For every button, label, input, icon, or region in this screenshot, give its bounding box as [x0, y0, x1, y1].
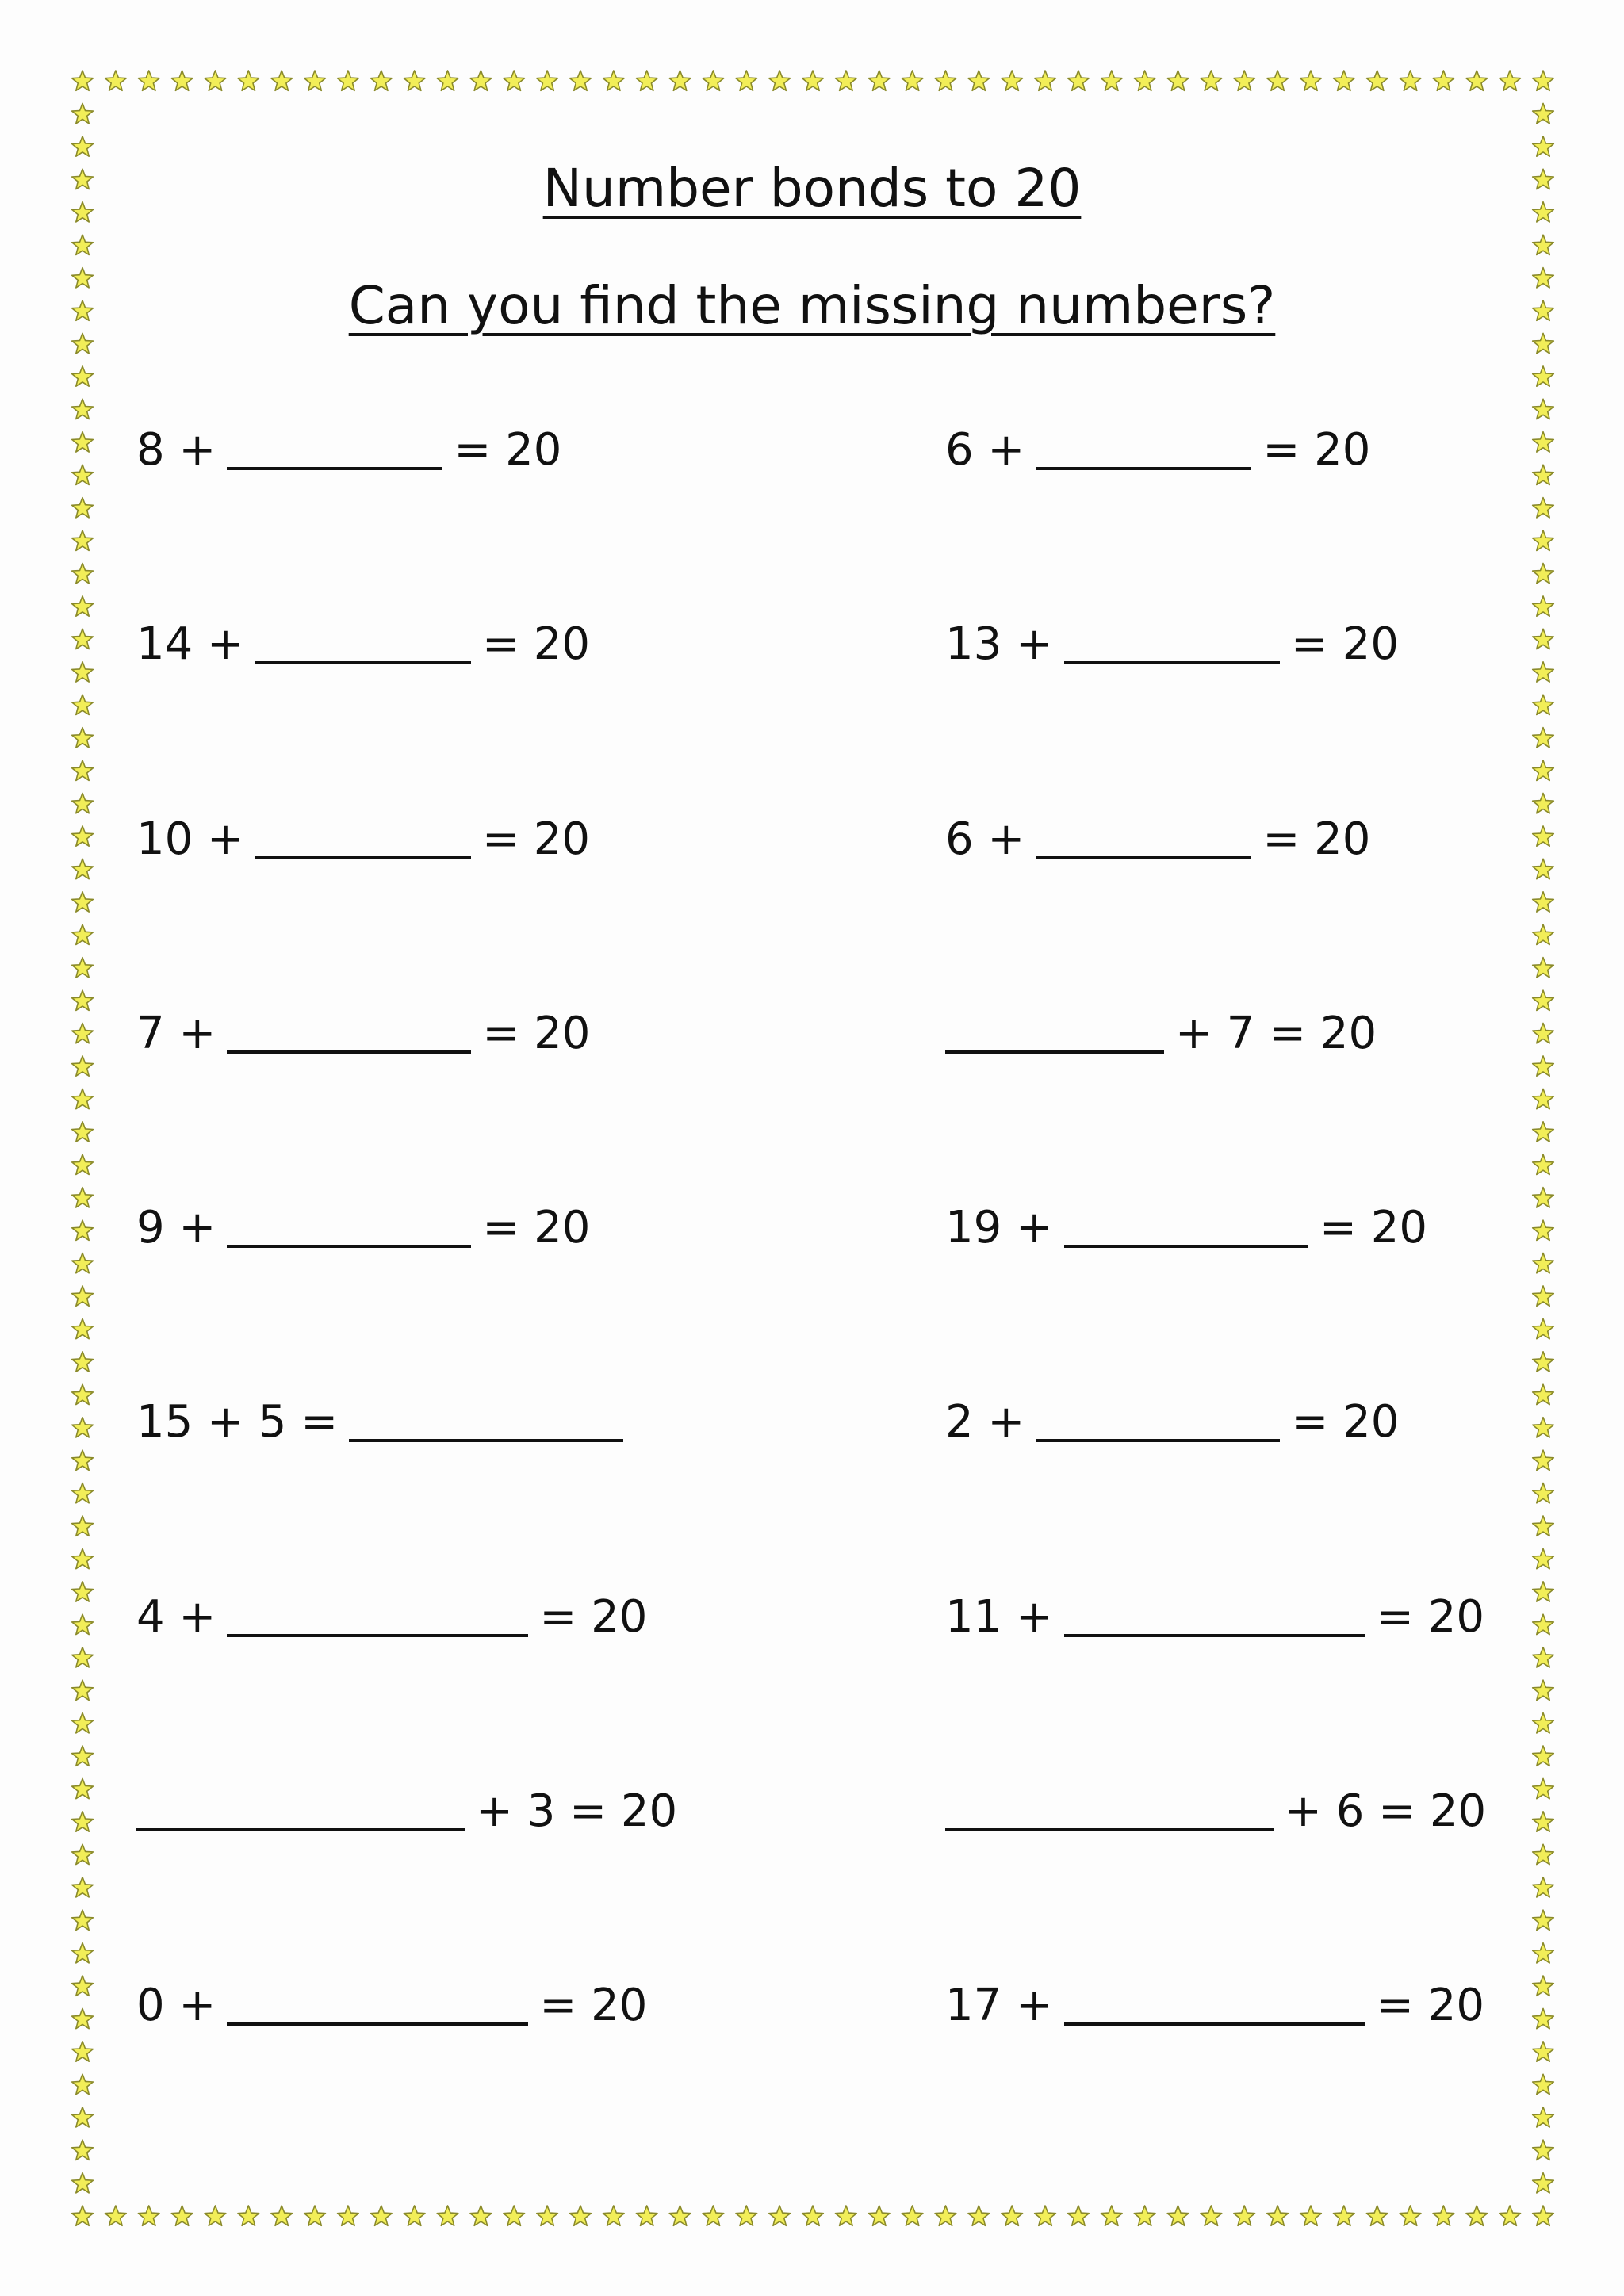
- star-icon: [769, 2206, 791, 2225]
- question-suffix: + 6 = 20: [1285, 1785, 1487, 1837]
- star-icon: [72, 1614, 94, 1634]
- star-icon: [636, 71, 657, 90]
- star-icon: [72, 990, 94, 1010]
- star-icon: [72, 366, 94, 386]
- star-icon: [1433, 2206, 1454, 2225]
- star-icon: [72, 728, 94, 748]
- star-icon: [1533, 1056, 1554, 1076]
- star-icon: [1533, 1089, 1554, 1108]
- question-18: [945, 1978, 1484, 2034]
- star-icon: [72, 1483, 94, 1503]
- star-icon: [72, 1976, 94, 1996]
- star-icon: [703, 71, 724, 90]
- star-icon: [1334, 71, 1355, 90]
- star-icon: [72, 1220, 94, 1240]
- star-icon: [1035, 2206, 1056, 2225]
- page-subtitle: Can you find the missing numbers?: [348, 275, 1276, 336]
- star-icon: [72, 1548, 94, 1568]
- question-3: [136, 617, 590, 672]
- star-icon: [72, 924, 94, 944]
- star-icon: [1533, 1778, 1554, 1798]
- star-icon: [338, 2206, 359, 2225]
- star-icon: [72, 1089, 94, 1108]
- star-icon: [968, 71, 990, 90]
- star-icon: [1533, 1680, 1554, 1700]
- question-prefix: 19 +: [945, 1202, 1053, 1253]
- star-icon: [1366, 2206, 1388, 2225]
- star-icon: [636, 2206, 657, 2225]
- star-icon: [72, 2107, 94, 2127]
- star-icon: [669, 71, 691, 90]
- star-icon: [1234, 2206, 1255, 2225]
- star-icon: [703, 2206, 724, 2225]
- star-icon: [1533, 892, 1554, 912]
- star-icon: [1167, 71, 1189, 90]
- answer-blank[interactable]: [136, 1828, 465, 1831]
- star-icon: [72, 2140, 94, 2160]
- star-icon: [138, 71, 159, 90]
- answer-blank[interactable]: [945, 1050, 1164, 1054]
- question-suffix: = 20: [481, 813, 590, 865]
- star-icon: [1334, 2206, 1355, 2225]
- star-icon: [736, 71, 757, 90]
- star-icon: [1533, 1024, 1554, 1043]
- star-icon: [1533, 1976, 1554, 1996]
- star-icon: [72, 2206, 94, 2225]
- question-prefix: 14 +: [136, 618, 244, 670]
- star-icon: [1533, 1548, 1554, 1568]
- star-icon: [271, 71, 293, 90]
- star-icon: [1533, 1220, 1554, 1240]
- star-icon: [138, 2206, 159, 2225]
- answer-blank[interactable]: [1064, 1634, 1365, 1637]
- question-suffix: = 20: [539, 1591, 648, 1643]
- star-icon: [72, 958, 94, 978]
- star-icon: [1533, 1582, 1554, 1601]
- star-icon: [72, 1318, 94, 1338]
- star-icon: [1533, 1122, 1554, 1142]
- star-icon: [836, 71, 857, 90]
- star-icon: [238, 71, 259, 90]
- star-icon: [72, 1778, 94, 1798]
- question-suffix: = 20: [482, 1202, 591, 1253]
- star-icon: [504, 2206, 525, 2225]
- answer-blank[interactable]: [1036, 856, 1251, 859]
- star-icon: [72, 1746, 94, 1766]
- star-icon: [1400, 2206, 1421, 2225]
- star-icon: [603, 2206, 625, 2225]
- star-icon: [72, 1516, 94, 1536]
- star-icon: [72, 695, 94, 714]
- star-icon: [72, 465, 94, 484]
- star-icon: [504, 71, 525, 90]
- star-icon: [1533, 662, 1554, 682]
- star-icon: [902, 71, 923, 90]
- star-icon: [968, 2206, 990, 2225]
- star-icon: [72, 1154, 94, 1174]
- star-icon: [72, 1418, 94, 1437]
- star-icon: [72, 1812, 94, 1831]
- star-icon: [72, 498, 94, 518]
- question-14: [945, 1590, 1484, 1645]
- star-icon: [72, 1384, 94, 1404]
- star-icon: [1533, 432, 1554, 452]
- star-icon: [72, 1877, 94, 1897]
- star-icon: [404, 2206, 425, 2225]
- star-icon: [1533, 1384, 1554, 1404]
- star-icon: [72, 596, 94, 616]
- star-icon: [105, 2206, 127, 2225]
- question-suffix: = 20: [481, 618, 590, 670]
- star-icon: [1533, 596, 1554, 616]
- star-icon: [1533, 366, 1554, 386]
- star-icon: [72, 564, 94, 584]
- star-icon: [1101, 71, 1123, 90]
- star-icon: [304, 2206, 326, 2225]
- star-icon: [72, 1188, 94, 1207]
- star-icon: [72, 1122, 94, 1142]
- star-icon: [1533, 859, 1554, 878]
- star-icon: [802, 2206, 824, 2225]
- question-15: [136, 1784, 677, 1839]
- star-icon: [72, 432, 94, 452]
- star-icon: [72, 662, 94, 682]
- question-suffix: = 20: [539, 1980, 648, 2031]
- star-icon: [1533, 465, 1554, 484]
- star-icon: [1533, 103, 1554, 123]
- star-icon: [1533, 1647, 1554, 1667]
- question-5: [136, 812, 590, 867]
- question-11: [136, 1395, 623, 1450]
- question-7: [136, 1006, 590, 1062]
- star-icon: [72, 1910, 94, 1930]
- star-icon: [1201, 2206, 1222, 2225]
- star-icon: [205, 2206, 226, 2225]
- star-icon: [1533, 235, 1554, 254]
- star-icon: [1167, 2206, 1189, 2225]
- star-icon: [72, 859, 94, 878]
- question-prefix: 0 +: [136, 1980, 216, 2031]
- star-icon: [1533, 498, 1554, 518]
- question-1: [136, 423, 561, 478]
- answer-blank[interactable]: [1036, 467, 1251, 470]
- question-suffix: = 20: [1291, 1396, 1400, 1448]
- star-icon: [72, 1713, 94, 1733]
- star-icon: [1533, 1812, 1554, 1831]
- star-icon: [1533, 924, 1554, 944]
- question-17: [136, 1978, 647, 2034]
- answer-blank[interactable]: [227, 1245, 471, 1248]
- star-icon: [1201, 71, 1222, 90]
- star-icon: [470, 71, 492, 90]
- star-icon: [935, 2206, 956, 2225]
- answer-blank[interactable]: [227, 467, 442, 470]
- star-icon: [537, 2206, 558, 2225]
- star-icon: [1533, 2042, 1554, 2061]
- star-icon: [1068, 2206, 1090, 2225]
- star-icon: [1533, 2008, 1554, 2028]
- star-icon: [1101, 2206, 1123, 2225]
- star-icon: [1533, 629, 1554, 649]
- star-icon: [105, 71, 127, 90]
- star-icon: [72, 1450, 94, 1470]
- star-icon: [1533, 564, 1554, 584]
- star-icon: [1500, 2206, 1521, 2225]
- question-prefix: 10 +: [136, 813, 244, 865]
- star-icon: [72, 2008, 94, 2028]
- star-icon: [902, 2206, 923, 2225]
- star-icon: [437, 2206, 458, 2225]
- star-icon: [1400, 71, 1421, 90]
- question-4: [945, 617, 1399, 672]
- question-9: [136, 1200, 590, 1256]
- star-icon: [72, 1253, 94, 1273]
- star-icon: [1533, 2140, 1554, 2160]
- star-icon: [1068, 71, 1090, 90]
- question-8: [945, 1006, 1377, 1062]
- star-icon: [72, 530, 94, 550]
- star-icon: [1433, 71, 1454, 90]
- star-icon: [72, 892, 94, 912]
- page-title: Number bonds to 20: [542, 158, 1082, 219]
- question-6: [945, 812, 1370, 867]
- star-icon: [1533, 1188, 1554, 1207]
- star-icon: [1533, 1516, 1554, 1536]
- star-icon: [72, 629, 94, 649]
- question-prefix: 11 +: [945, 1591, 1053, 1643]
- star-icon: [769, 71, 791, 90]
- star-icon: [72, 71, 94, 90]
- star-icon: [1533, 1877, 1554, 1897]
- star-icon: [1533, 530, 1554, 550]
- star-icon: [72, 2042, 94, 2061]
- star-icon: [1533, 826, 1554, 846]
- star-icon: [1500, 71, 1521, 90]
- star-icon: [1533, 1844, 1554, 1864]
- star-icon: [72, 1844, 94, 1864]
- star-icon: [72, 136, 94, 156]
- star-icon: [1300, 2206, 1322, 2225]
- star-icon: [1533, 990, 1554, 1010]
- star-icon: [1533, 1418, 1554, 1437]
- star-icon: [72, 2173, 94, 2193]
- star-icon: [72, 1647, 94, 1667]
- question-suffix: + 3 = 20: [476, 1785, 678, 1837]
- question-suffix: = 20: [1319, 1202, 1427, 1253]
- star-icon: [1533, 136, 1554, 156]
- star-icon: [1134, 2206, 1155, 2225]
- question-prefix: 9 +: [136, 1202, 216, 1253]
- star-icon: [72, 235, 94, 254]
- question-suffix: = 20: [482, 1008, 591, 1059]
- star-icon: [570, 71, 592, 90]
- star-icon: [868, 2206, 890, 2225]
- star-icon: [238, 2206, 259, 2225]
- answer-blank[interactable]: [1036, 1439, 1280, 1442]
- answer-blank[interactable]: [349, 1439, 623, 1442]
- star-icon: [1466, 71, 1488, 90]
- question-2: [945, 423, 1370, 478]
- star-icon: [72, 1943, 94, 1963]
- star-icon: [1533, 1154, 1554, 1174]
- star-icon: [1533, 1910, 1554, 1930]
- question-10: [945, 1200, 1427, 1256]
- star-icon: [1533, 1943, 1554, 1963]
- star-icon: [470, 2206, 492, 2225]
- star-icon: [404, 71, 425, 90]
- answer-blank[interactable]: [227, 1050, 471, 1054]
- star-icon: [1267, 71, 1289, 90]
- question-12: [945, 1395, 1399, 1450]
- star-icon: [603, 71, 625, 90]
- star-icon: [1134, 71, 1155, 90]
- star-icon: [72, 1056, 94, 1076]
- star-icon: [338, 71, 359, 90]
- star-icon: [171, 2206, 193, 2225]
- star-icon: [669, 2206, 691, 2225]
- star-icon: [1234, 71, 1255, 90]
- star-icon: [1533, 2107, 1554, 2127]
- star-icon: [836, 2206, 857, 2225]
- answer-blank[interactable]: [255, 661, 471, 664]
- question-prefix: 4 +: [136, 1591, 216, 1643]
- answer-blank[interactable]: [227, 1634, 528, 1637]
- star-icon: [1533, 1318, 1554, 1338]
- star-icon: [1533, 2074, 1554, 2094]
- question-prefix: 17 +: [945, 1980, 1053, 2031]
- answer-blank[interactable]: [1064, 2022, 1365, 2026]
- question-prefix: 15 + 5 =: [136, 1396, 339, 1448]
- star-icon: [1466, 2206, 1488, 2225]
- question-suffix: = 20: [1262, 813, 1371, 865]
- question-prefix: 6 +: [945, 424, 1025, 476]
- star-icon: [935, 71, 956, 90]
- star-icon: [304, 71, 326, 90]
- star-icon: [72, 760, 94, 780]
- star-icon: [1533, 71, 1554, 90]
- star-icon: [1533, 1352, 1554, 1372]
- star-icon: [72, 1352, 94, 1372]
- star-icon: [72, 794, 94, 813]
- star-icon: [1035, 71, 1056, 90]
- star-icon: [271, 2206, 293, 2225]
- star-icon: [1533, 1483, 1554, 1503]
- star-icon: [537, 71, 558, 90]
- question-suffix: = 20: [454, 424, 562, 476]
- star-icon: [1533, 1450, 1554, 1470]
- star-icon: [1002, 71, 1023, 90]
- star-icon: [1533, 1713, 1554, 1733]
- question-suffix: + 7 = 20: [1175, 1008, 1377, 1059]
- star-icon: [1533, 728, 1554, 748]
- question-prefix: 13 +: [945, 618, 1053, 670]
- star-icon: [72, 399, 94, 419]
- star-icon: [736, 2206, 757, 2225]
- question-prefix: 7 +: [136, 1008, 216, 1059]
- answer-blank[interactable]: [1064, 661, 1280, 664]
- star-icon: [1366, 71, 1388, 90]
- star-icon: [72, 1286, 94, 1306]
- star-icon: [802, 71, 824, 90]
- star-icon: [72, 826, 94, 846]
- question-13: [136, 1590, 647, 1645]
- answer-blank[interactable]: [227, 2022, 528, 2026]
- question-suffix: = 20: [1376, 1980, 1484, 2031]
- star-icon: [72, 1024, 94, 1043]
- answer-blank[interactable]: [945, 1828, 1274, 1831]
- star-icon: [1533, 2173, 1554, 2193]
- star-icon: [570, 2206, 592, 2225]
- star-icon: [371, 2206, 393, 2225]
- question-prefix: 8 +: [136, 424, 216, 476]
- question-suffix: = 20: [1290, 618, 1399, 670]
- star-icon: [72, 2074, 94, 2094]
- answer-blank[interactable]: [1064, 1245, 1308, 1248]
- star-icon: [1533, 1253, 1554, 1273]
- star-icon: [1533, 1746, 1554, 1766]
- star-icon: [1002, 2206, 1023, 2225]
- star-icon: [1533, 794, 1554, 813]
- star-icon: [1533, 1286, 1554, 1306]
- star-icon: [1533, 958, 1554, 978]
- star-icon: [171, 71, 193, 90]
- star-icon: [1267, 2206, 1289, 2225]
- question-suffix: = 20: [1262, 424, 1371, 476]
- answer-blank[interactable]: [255, 856, 471, 859]
- star-icon: [1533, 2206, 1554, 2225]
- question-suffix: = 20: [1376, 1591, 1484, 1643]
- star-icon: [72, 1680, 94, 1700]
- star-icon: [868, 71, 890, 90]
- question-prefix: 6 +: [945, 813, 1025, 865]
- star-icon: [1533, 695, 1554, 714]
- star-icon: [437, 71, 458, 90]
- star-icon: [371, 71, 393, 90]
- star-icon: [72, 1582, 94, 1601]
- question-prefix: 2 +: [945, 1396, 1025, 1448]
- star-icon: [1300, 71, 1322, 90]
- question-16: [945, 1784, 1486, 1839]
- star-icon: [205, 71, 226, 90]
- star-icon: [1533, 760, 1554, 780]
- star-icon: [1533, 399, 1554, 419]
- star-icon: [72, 103, 94, 123]
- star-icon: [1533, 1614, 1554, 1634]
